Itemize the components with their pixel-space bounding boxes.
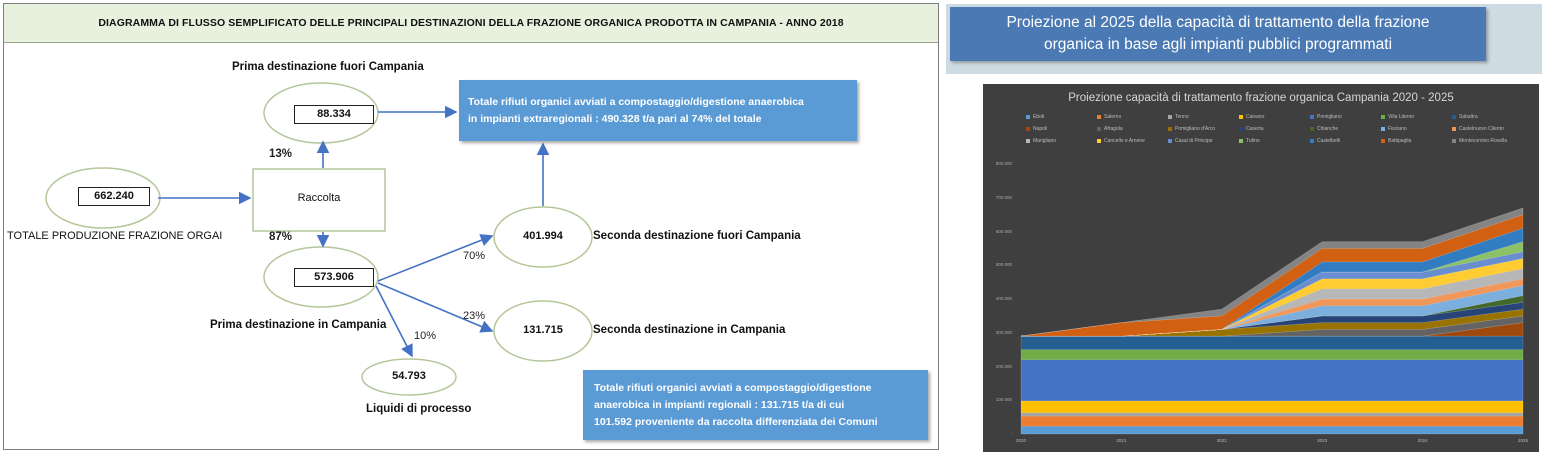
legend-label: Napoli xyxy=(1033,126,1048,132)
x-tick-label: 2020 xyxy=(1015,438,1026,443)
callout-extra-line1: Totale rifiuti organici avviati a compostaggio/digestione anaerobica xyxy=(468,96,804,108)
callout-extraregional xyxy=(459,80,857,141)
legend-label: Salerno xyxy=(1104,114,1122,120)
total-value: 662.240 xyxy=(78,187,150,206)
first-in-label: Prima destinazione in Campania xyxy=(210,319,387,331)
legend-label: Pomigliano d'Arco xyxy=(1175,126,1216,132)
legend-label: Villa Literno xyxy=(1388,114,1415,120)
y-tick-label: 100.000 xyxy=(995,397,1012,403)
header-banner xyxy=(950,7,1486,61)
y-tick-label: 700.000 xyxy=(995,194,1012,200)
area-series-caivano xyxy=(1021,401,1523,413)
first-out-label: Prima destinazione fuori Campania xyxy=(232,61,424,73)
total-label: TOTALE PRODUZIONE FRAZIONE ORGAI xyxy=(7,230,223,242)
callout-extra-line2: in impianti extraregionali : 490.328 t/a pari al 74% del totale xyxy=(468,113,762,125)
raccolta-label: Raccolta xyxy=(297,192,341,204)
first-out-value: 88.334 xyxy=(294,105,374,124)
callout-reg-line1: Totale rifiuti organici avviati a compostaggio/digestione xyxy=(594,382,872,394)
y-tick-label: 800.000 xyxy=(995,161,1012,166)
area-series-tenno xyxy=(1021,413,1523,416)
legend-label: Chianche xyxy=(1317,126,1339,132)
x-tick-label: 2023 xyxy=(1317,438,1328,443)
pct-23: 23% xyxy=(463,310,486,322)
legend-label: Sabaltra xyxy=(1459,114,1478,120)
x-tick-label: 2025 xyxy=(1517,438,1528,443)
liquids-value: 54.793 xyxy=(392,370,426,382)
y-tick-label: 500.000 xyxy=(995,262,1012,268)
first-in-value: 573.906 xyxy=(294,268,374,287)
pct-out: 13% xyxy=(269,148,293,160)
area-series-villa-literno xyxy=(1021,350,1523,360)
legend-label: Castelbelli xyxy=(1317,138,1341,144)
second-in-label: Seconda destinazione in Campania xyxy=(593,324,786,336)
legend-label: Montecorvino Rovella xyxy=(1459,138,1508,144)
legend-label: Caivano xyxy=(1246,114,1265,120)
y-tick-label: 600.000 xyxy=(995,228,1012,234)
x-tick-label: 2022 xyxy=(1216,438,1227,443)
area-series-salerno xyxy=(1021,416,1523,426)
legend-label: Marigliano xyxy=(1033,138,1057,144)
legend-label: Pomigliano xyxy=(1317,114,1342,120)
legend-label: Cancello e Arnone xyxy=(1104,138,1145,144)
legend-label: Casal di Principe xyxy=(1175,138,1213,144)
callout-reg-line3: 101.592 proveniente da raccolta differenziata dei Comuni xyxy=(594,416,878,428)
pct-70: 70% xyxy=(463,250,486,262)
y-tick-label: 200.000 xyxy=(995,363,1012,369)
x-tick-label: 2021 xyxy=(1116,438,1127,443)
legend-label: Eboli xyxy=(1033,114,1045,120)
liquids-label: Liquidi di processo xyxy=(366,403,472,415)
area-series-pomigliano xyxy=(1021,360,1523,401)
header-line1: Proiezione al 2025 della capacità di trattamento della frazione xyxy=(1006,14,1430,31)
y-tick-label: 300.000 xyxy=(995,329,1012,335)
y-tick-label: - xyxy=(1010,431,1012,436)
area-series-eboli xyxy=(1021,426,1523,434)
x-tick-label: 2024 xyxy=(1417,438,1428,443)
legend-label: Afragola xyxy=(1104,126,1123,132)
chart-plot xyxy=(983,84,1539,452)
pct-in: 87% xyxy=(269,231,293,243)
y-tick-label: 400.000 xyxy=(995,296,1012,301)
pct-10: 10% xyxy=(414,330,437,342)
legend-label: Tufino xyxy=(1246,138,1260,144)
area-series-sabaltra xyxy=(1021,336,1523,350)
legend-label: Caserta xyxy=(1246,126,1264,132)
legend-label: Tenno xyxy=(1175,114,1189,120)
second-in-value: 131.715 xyxy=(523,324,563,336)
legend-label: Battipaglia xyxy=(1388,138,1412,144)
header-line2: organica in base agli impianti pubblici programmati xyxy=(1043,36,1393,53)
callout-regional xyxy=(583,370,928,440)
diagram-title: DIAGRAMMA DI FLUSSO SEMPLIFICATO DELLE PRINCIPALI DESTINAZIONI DELLA FRAZIONE ORGANICA PRODOTTA IN CAMPANIA - ANNO 2018 xyxy=(98,17,844,29)
legend-label: Castelnuovo Cilento xyxy=(1459,126,1504,132)
callout-reg-line2: anaerobica in impianti regionali : 131.715 t/a di cui xyxy=(594,399,845,411)
legend-label: Fisciano xyxy=(1388,126,1407,132)
second-out-label: Seconda destinazione fuori Campania xyxy=(593,230,801,242)
flow-diagram-panel xyxy=(3,3,939,450)
second-out-value: 401.994 xyxy=(523,230,563,242)
chart-title: Proiezione capacità di trattamento frazione organica Campania 2020 - 2025 xyxy=(1068,92,1454,104)
